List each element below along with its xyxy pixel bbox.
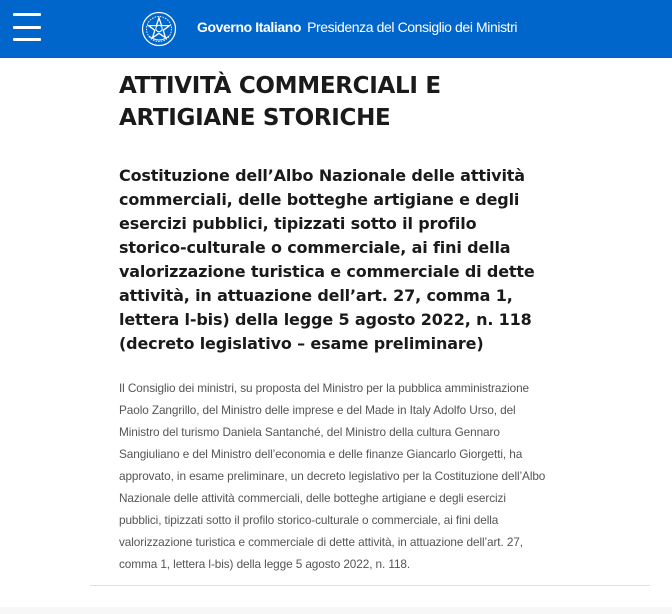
article-content <box>119 70 549 575</box>
brand-governo-italiano[interactable]: Governo Italiano <box>197 19 302 35</box>
divider <box>90 585 650 586</box>
brand-presidenza[interactable]: Presidenza del Consiglio dei Ministri <box>307 19 518 35</box>
article-subtitle: Costituzione dell’Albo Nazionale delle attività commerciali, delle botteghe artigiane e degli esercizi pubblici, tipizzati sotto il profilo storico-culturale o commerciale, ai fini della valorizzazione turistica e commerciale di dette attività, in attuazione dell’art. 27, comma 1, lettera l-bis) della legge 5 agosto 2022, n. 118 (decreto legislativo – esame preliminare) <box>119 166 535 353</box>
page-title: ATTIVITÀ COMMERCIALI E ARTIGIANE STORICHE <box>119 73 441 131</box>
menu-line <box>13 26 41 29</box>
page-bottom-edge <box>0 607 672 614</box>
menu-line <box>13 13 41 16</box>
hamburger-menu-icon[interactable] <box>13 13 41 41</box>
article-body: Il Consiglio dei ministri, su proposta del Ministro per la pubblica amministrazione Paolo Zangrillo, del Ministro delle imprese e del Made in Italy Adolfo Urso, del Ministro del turismo Daniela Santanché, del Ministro della cultura Gennaro Sangiuliano e del Ministro dell’economia e delle finanze Giancarlo Giorgetti, ha approvato, in esame preliminare, un decreto legislativo per la Costituzione dell’Albo Nazionale delle attività commerciali, delle botteghe artigiane e degli esercizi pubblici, tipizzati sotto il profilo storico-culturale o commerciale, ai fini della valorizzazione turistica e commerciale di dette attività, in attuazione dell’art. 27, comma 1, lettera l-bis) della legge 5 agosto 2022, n. 118. <box>119 381 546 571</box>
top-header-bar <box>0 0 672 58</box>
brand-title[interactable] <box>197 19 517 35</box>
menu-line <box>13 38 41 41</box>
italian-republic-emblem-icon[interactable] <box>141 11 177 47</box>
